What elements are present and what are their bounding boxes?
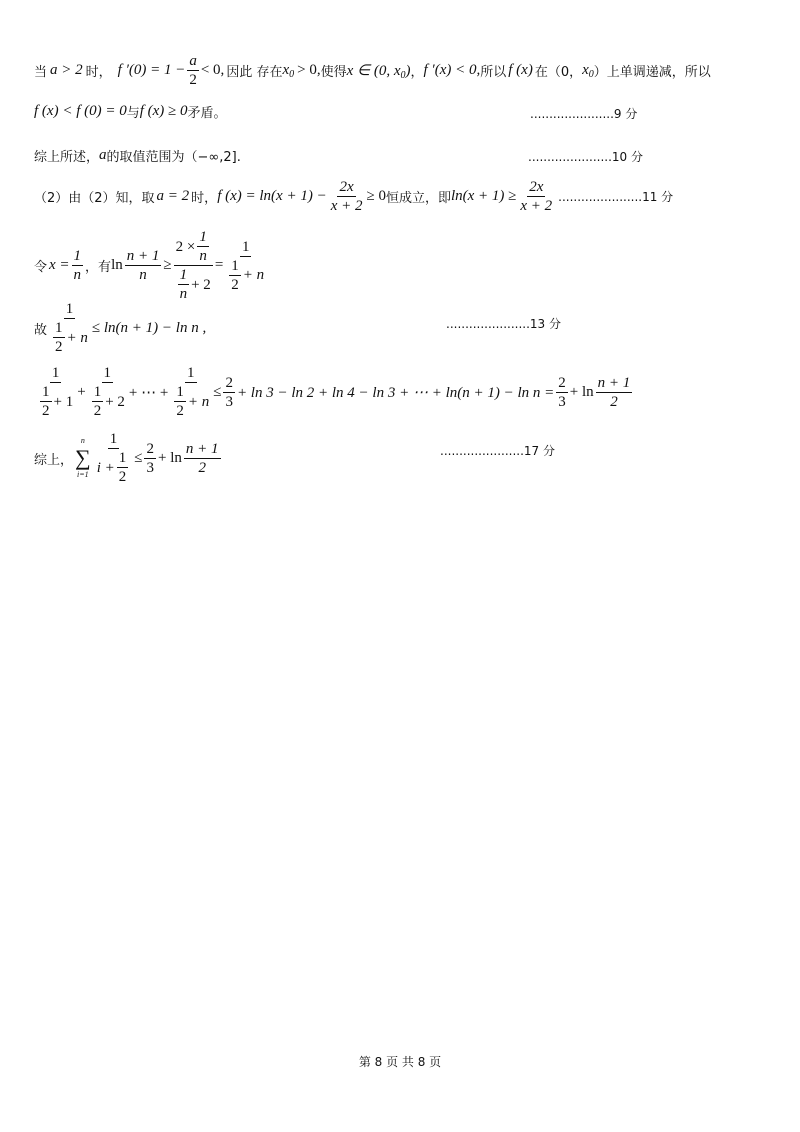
text: 时， [85, 65, 112, 80]
math: $x_0$ [282, 61, 295, 80]
text: 在（0， [534, 65, 583, 80]
fraction: $\frac{2x}{x + 2}$ [520, 179, 553, 214]
text: 因此 存在 [226, 65, 283, 80]
summation: n ∑ i=1 [75, 436, 91, 479]
math: a = 2 [156, 188, 190, 204]
score-9: ......................9 分 [530, 107, 638, 121]
score-10: ......................10 分 [528, 150, 644, 164]
math: + ln [157, 449, 182, 466]
math: ln [111, 257, 123, 273]
math: > 0, [297, 62, 321, 78]
text: 故 [34, 322, 48, 338]
math: x = [49, 257, 70, 273]
fraction: 1 $\frac{1}{2}$ + 1 [42, 365, 74, 419]
fraction: $\frac{n + 1}{n}$ [126, 248, 160, 283]
math: a > 2 [50, 62, 83, 78]
text: ， [410, 65, 424, 80]
math: f (x) < f (0) = 0 [34, 103, 127, 119]
line-3 [34, 146, 241, 165]
text: （2）由（2）知，取 [34, 191, 155, 206]
fraction: 1 i + $\frac{1}{2}$ [96, 431, 127, 485]
math: ≤ [134, 449, 143, 466]
math: < 0, [200, 62, 225, 78]
math: + ln [569, 383, 594, 400]
fraction: $\frac{1}{n}$ [73, 248, 82, 283]
line-8 [34, 430, 223, 486]
math: = [214, 257, 224, 273]
text: 令 [34, 260, 48, 275]
text: 综上所述， [34, 150, 100, 165]
line-6 [34, 300, 206, 356]
page-footer: 第 8 页 共 8 页 [358, 1055, 442, 1069]
math: ≤ [213, 383, 222, 400]
line-1 [34, 52, 711, 89]
math: f (x) = ln(x + 1) − [217, 188, 327, 204]
text: 时， [191, 191, 218, 206]
text: 的取值范围为（−∞,2]. [106, 150, 241, 165]
fraction: $\frac{a}{2}$ [189, 53, 197, 88]
line-7 [34, 364, 634, 420]
math: + ⋯ + [128, 384, 169, 401]
fraction: $\frac{2}{3}$ [558, 374, 566, 410]
text: 恒成立，即 [385, 191, 451, 206]
math: ≤ ln(n + 1) − ln n , [91, 319, 207, 336]
math: a [99, 147, 107, 163]
text: 与 [126, 106, 140, 121]
math: ≥ 0 [366, 188, 386, 204]
score-17: ......................17 分 [440, 444, 556, 458]
fraction: 1 $\frac{1}{2}$ + n [55, 301, 88, 355]
math: f (x) ≥ 0 [139, 103, 188, 119]
fraction: 1 $\frac{1}{2}$ + n [176, 365, 210, 419]
line-2 [34, 102, 227, 121]
score-11: ......................11 分 [558, 190, 674, 204]
fraction: $\frac{2}{3}$ [146, 440, 154, 476]
fraction: 2 × $\frac{1}{n}$ $\frac{1}{n}$ + 2 [175, 229, 211, 302]
math: f ′(0) = 1 − [117, 62, 186, 78]
fraction: $\frac{n + 1}{2}$ [597, 374, 631, 410]
math: f (x) [508, 62, 533, 78]
fraction: $\frac{n + 1}{2}$ [185, 440, 219, 476]
math: + [77, 383, 86, 400]
math: ≥ [163, 257, 172, 273]
text: 所以 [480, 65, 507, 80]
fraction: $\frac{2x}{x + 2}$ [330, 179, 363, 214]
line-4 [34, 178, 673, 215]
text: 当 [34, 65, 48, 80]
math: x ∈ (0, $x_0$) [346, 62, 411, 81]
text: 矛盾。 [187, 106, 227, 121]
fraction: $\frac{2}{3}$ [225, 374, 233, 410]
fraction: 1 $\frac{1}{2}$ + n [231, 238, 265, 293]
fraction: 1 $\frac{1}{2}$ + 2 [93, 365, 125, 419]
line-5 [34, 228, 268, 303]
text: ，有 [85, 260, 112, 275]
text: 综上， [34, 452, 74, 468]
score-13: ......................13 分 [446, 317, 562, 331]
text: ）上单调递减，所以 [593, 65, 711, 80]
math: $x_0$ [582, 61, 594, 80]
text: 使得 [320, 65, 347, 80]
math: ln(x + 1) ≥ [450, 188, 517, 204]
math: f ′(x) < 0, [423, 62, 481, 78]
math: + ln 3 − ln 2 + ln 4 − ln 3 + ⋯ + ln(n + 1) − ln n = [236, 384, 555, 401]
